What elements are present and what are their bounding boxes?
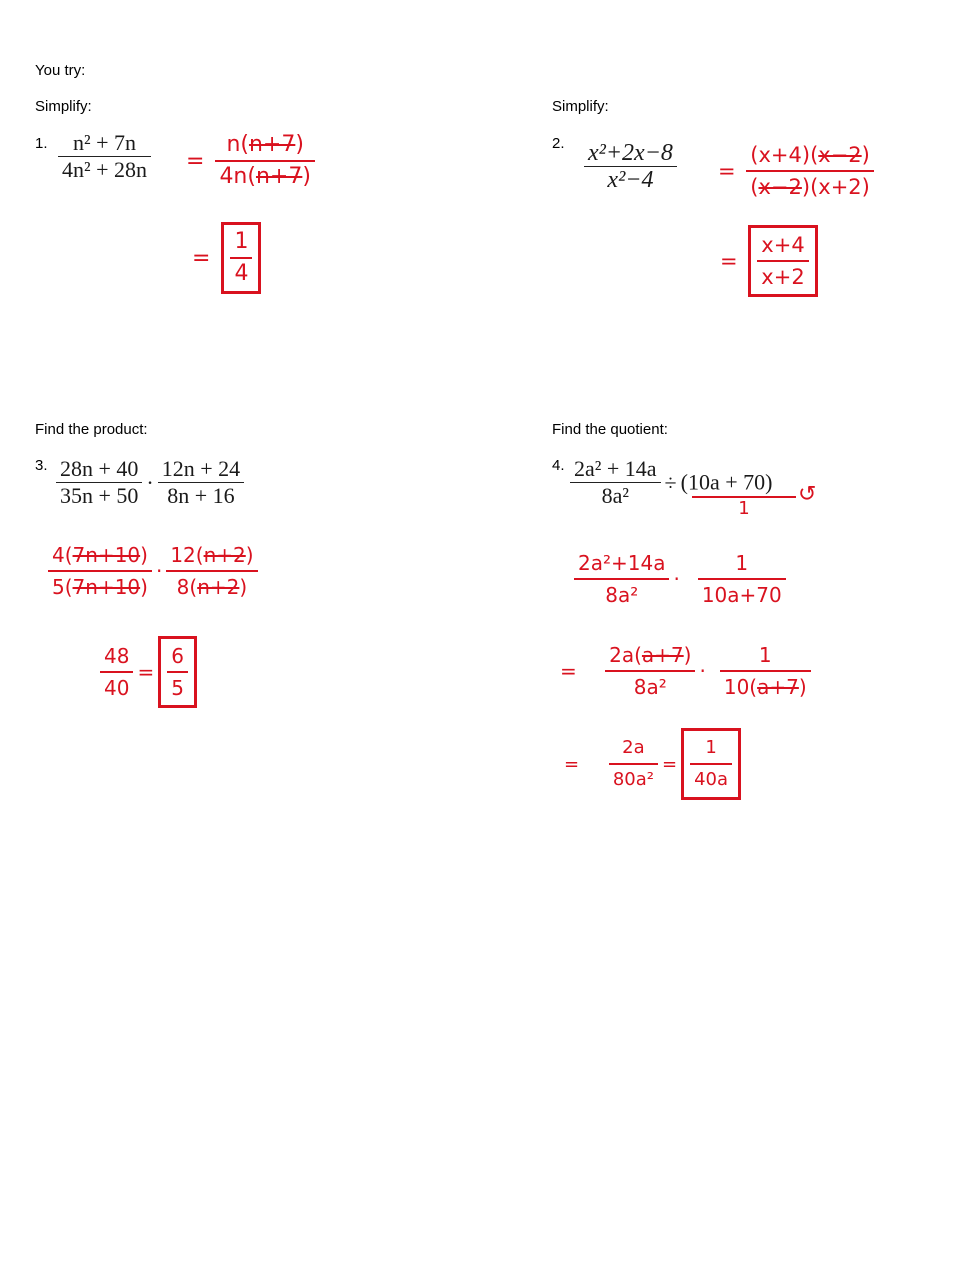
problem-1-numerator: n² + 7n	[73, 130, 137, 155]
problem-number-4: 4.	[552, 457, 565, 474]
problem-4-step-3	[560, 728, 741, 800]
problem-3-first-fraction	[56, 456, 142, 509]
section-heading-2: Simplify:	[552, 98, 609, 115]
problem-2-answer-numerator: x+4	[761, 233, 805, 257]
problem-1-denominator: 4n² + 28n	[62, 157, 148, 182]
equals-sign: =	[560, 659, 577, 683]
problem-1-factored-denominator: 4n(n+7)	[219, 164, 311, 189]
problem-4-step-2-denominator: 8a²	[633, 675, 667, 699]
problem-2-factored-numerator: (x+4)(x−2)	[750, 143, 870, 167]
divide-sign: ÷	[664, 469, 677, 495]
problem-4-step-3-numerator: 2a	[622, 737, 645, 758]
problem-2-factored-fraction	[746, 140, 874, 202]
problem-3-factored-first-denominator: 5(7n+10)	[52, 575, 148, 599]
problem-2-numerator: x²+2x−8	[588, 140, 673, 166]
multiply-dot: ·	[699, 659, 706, 683]
problem-1-factored-numerator: n(n+7)	[226, 132, 304, 157]
problem-4-answer-box	[681, 728, 741, 800]
problem-2-work	[714, 140, 874, 202]
problem-3-factored-second-denominator: 8(n+2)	[176, 575, 248, 599]
multiply-dot: ·	[155, 559, 163, 583]
problem-3-answer-numerator: 6	[171, 644, 184, 668]
problem-4-step-2-reciprocal-denominator: 10(a+7)	[723, 675, 807, 699]
problem-number-3: 3.	[35, 457, 48, 474]
problem-3-first-numerator: 28n + 40	[60, 456, 139, 481]
problem-2-expression	[584, 140, 677, 193]
equals-sign: =	[718, 159, 736, 183]
problem-4-step-3-denominator: 80a²	[612, 769, 654, 790]
problem-3-second-denominator: 8n + 16	[167, 483, 235, 508]
section-heading-4: Find the quotient:	[552, 421, 668, 438]
problem-4-step-2-reciprocal-numerator: 1	[758, 643, 772, 667]
section-heading-3: Find the product:	[35, 421, 148, 438]
problem-4-step-2-numerator: 2a(a+7)	[609, 643, 692, 667]
problem-4-numerator: 2a² + 14a	[574, 456, 657, 481]
problem-3-factored-first-numerator: 4(7n+10)	[52, 543, 148, 567]
problem-3-product-fraction	[100, 641, 133, 703]
problem-4-step-1-reciprocal-numerator: 1	[735, 551, 749, 575]
problem-number-1: 1.	[35, 135, 48, 152]
problem-1-answer-denominator: 4	[234, 261, 249, 286]
problem-3-expression	[56, 456, 244, 509]
section-heading-1: Simplify:	[35, 98, 92, 115]
problem-1-answer-numerator: 1	[234, 229, 249, 254]
problem-4-divisor: (10a + 70)	[680, 469, 773, 495]
problem-4-step-1-reciprocal-denominator: 10a+70	[701, 583, 782, 607]
problem-3-second-fraction	[158, 456, 244, 509]
problem-2-answer-box	[748, 225, 817, 297]
multiply-dot: ·	[673, 567, 680, 591]
problem-3-answer-denominator: 5	[171, 676, 184, 700]
problem-3-factored-second	[166, 540, 257, 602]
equals-sign: =	[720, 249, 738, 273]
problem-1-factored-fraction	[215, 130, 315, 192]
problem-4-step-1	[574, 548, 786, 610]
problem-1-expression	[58, 130, 151, 183]
problem-4-step-1-numerator: 2a²+14a	[578, 551, 666, 575]
equals-sign: =	[661, 753, 678, 775]
problem-4-denominator: 8a²	[601, 483, 629, 508]
intro-text: You try:	[35, 62, 86, 79]
problem-3-answer-box	[158, 636, 197, 708]
equals-sign: =	[186, 148, 205, 174]
problem-3-factored-first	[48, 540, 152, 602]
problem-3-first-denominator: 35n + 50	[60, 483, 139, 508]
problem-3-product-numerator: 48	[104, 644, 130, 668]
equals-sign: =	[564, 753, 580, 775]
problem-4-answer-denominator: 40a	[694, 769, 729, 790]
equals-sign: =	[192, 245, 211, 271]
problem-2-fraction	[584, 140, 677, 193]
problem-2-denominator: x²−4	[607, 167, 654, 193]
problem-3-work	[48, 540, 258, 602]
problem-1-answer-box	[221, 222, 261, 294]
problem-4-reciprocal-note	[692, 496, 796, 519]
multiply-dot: ·	[146, 469, 154, 495]
problem-4-step-1-denominator: 8a²	[605, 583, 639, 607]
problem-number-2: 2.	[552, 135, 565, 152]
problem-3-factored-second-numerator: 12(n+2)	[170, 543, 254, 567]
problem-3-product-denominator: 40	[104, 676, 130, 700]
problem-2-answer-denominator: x+2	[761, 265, 805, 289]
equals-sign: =	[137, 660, 155, 684]
problem-2-factored-denominator: (x−2)(x+2)	[750, 175, 870, 199]
problem-4-answer-numerator: 1	[705, 737, 717, 758]
problem-2-result	[716, 225, 818, 297]
flip-arrow-icon: ↺	[798, 482, 817, 507]
problem-4-fraction	[570, 456, 661, 509]
problem-3-second-numerator: 12n + 24	[161, 456, 241, 481]
problem-4-reciprocal-denominator: 1	[738, 498, 750, 519]
problem-1-result	[188, 222, 261, 294]
problem-3-result	[100, 636, 197, 708]
problem-1-work	[182, 130, 315, 192]
problem-4-step-2	[556, 640, 811, 702]
problem-1-fraction	[58, 130, 151, 183]
